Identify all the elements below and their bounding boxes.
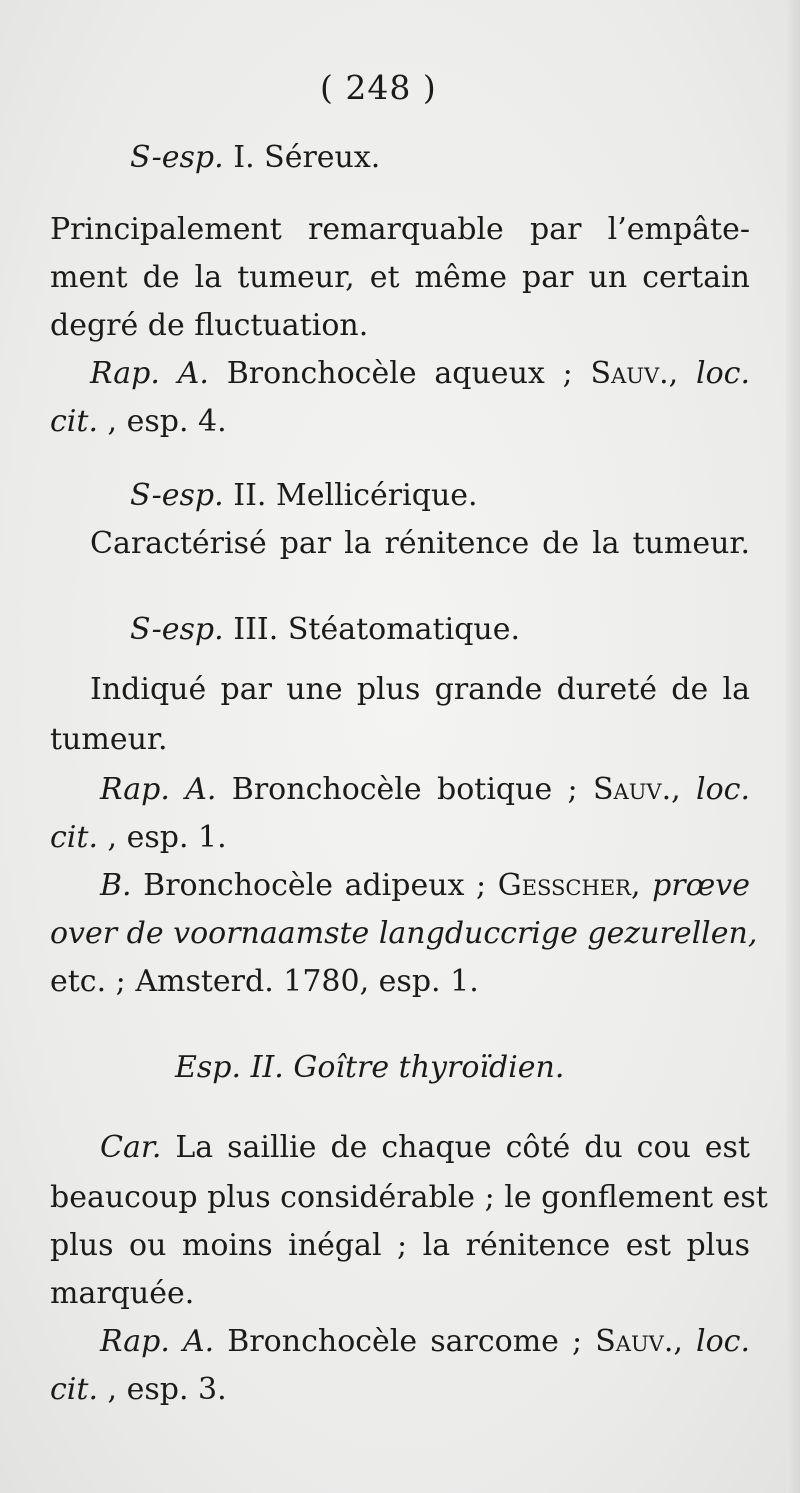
reference-line: Rap. A. Bronchocèle aqueux ; Sauv., loc. xyxy=(90,356,751,391)
reference-line: Rap. A. Bronchocèle sarcome ; Sauv., loc. xyxy=(100,1324,751,1359)
reference-line: etc. ; Amsterd. 1780, esp. 1. xyxy=(50,964,479,999)
reference-line: cit. , esp. 4. xyxy=(50,404,227,439)
text-line: degré de fluctuation. xyxy=(50,308,369,343)
text-line: Car. La saillie de chaque côté du cou est xyxy=(100,1130,750,1165)
page-number: ( 248 ) xyxy=(320,68,437,107)
text-line: Indiqué par une plus grande dureté de la xyxy=(90,672,750,707)
text-line: Principalement remarquable par l’empâte- xyxy=(50,212,750,247)
subspecies-heading-2: S-esp. II. Mellicérique. xyxy=(130,478,478,513)
page-edge-shadow xyxy=(786,0,800,1493)
text-line: beaucoup plus considérable ; le gonflement est xyxy=(50,1180,768,1215)
text-line: tumeur. xyxy=(50,722,168,757)
subspecies-heading-3: S-esp. III. Stéatomatique. xyxy=(130,612,521,647)
text-line: plus ou moins inégal ; la rénitence est plus xyxy=(50,1228,750,1263)
text-line: ment de la tumeur, et même par un certain xyxy=(50,260,750,295)
text-line: Caractérisé par la rénitence de la tumeur. xyxy=(90,526,750,561)
reference-line: cit. , esp. 3. xyxy=(50,1372,227,1407)
reference-line: over de voornaamste langduccrige gezurellen, xyxy=(50,916,758,951)
reference-line: cit. , esp. 1. xyxy=(50,820,227,855)
reference-line: B. Bronchocèle adipeux ; Gesscher, prœve xyxy=(100,868,750,903)
reference-line: Rap. A. Bronchocèle botique ; Sauv., loc. xyxy=(100,772,751,807)
subspecies-heading-1: S-esp. I. Séreux. xyxy=(130,140,381,175)
text-line: marquée. xyxy=(50,1276,195,1311)
species-heading: Esp. II. Goître thyroïdien. xyxy=(175,1050,565,1085)
